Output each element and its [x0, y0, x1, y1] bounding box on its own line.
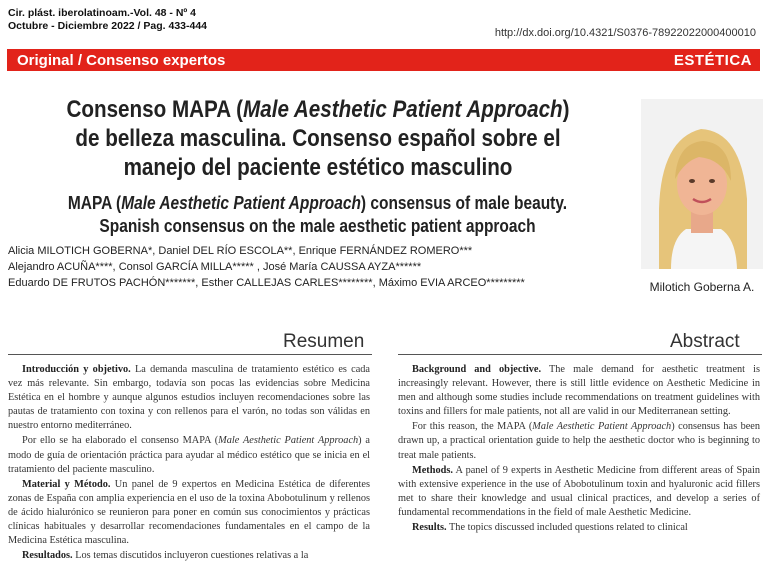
title-en-pre: MAPA (	[67, 193, 122, 213]
journal-volume-line: Cir. plást. iberolatinoam.-Vol. 48 - Nº 4	[8, 7, 197, 19]
author-name: Alejandro ACUÑA****,	[8, 261, 116, 273]
author-photo	[641, 99, 763, 269]
journal-pages-line: Octubre - Diciembre 2022 / Pag. 433-444	[8, 20, 208, 32]
abstract-background-text: The male demand for aesthetic treatment is increasingly relevant. However, there is still little evidence on Aesthetic Medicine in men and although some studies include recommendations on treatment guidelines with toxins and fillers for male patients, not all are valid in our Mediterranean setting.	[398, 364, 760, 418]
resumen-paragraph	[8, 363, 370, 433]
author-list	[8, 243, 628, 291]
resumen-intro-text: La demanda masculina de tratamiento estético es cada vez más relevante. Sin embargo, todavía son pocas las evidencias sobre Medicina Estética en el hombre y aunque algunos estudios incluyen recomendaciones sobre las pautas de tratamiento con toxina y con rellenos para el varón, no todas son válidas en nuestro entorno mediterráneo.	[8, 364, 371, 432]
title-es-pre: Consenso MAPA (	[66, 96, 244, 123]
resumen-p2-italic: Male Aesthetic Patient Approach	[218, 435, 359, 447]
abstract-rule	[398, 354, 762, 355]
resumen-paragraph	[8, 478, 370, 548]
resumen-results-text: Los temas discutidos incluyeron cuestiones relativas a la	[72, 550, 309, 562]
category-label: ESTÉTICA	[673, 52, 752, 69]
author-name: , José María CAUSSA AYZA******	[256, 261, 422, 273]
author-line-3	[8, 275, 628, 291]
abstract-heading: Abstract	[670, 331, 740, 352]
abstract-p2-post: ) consensus has been drawn up, a practical orientation guide to help the aesthetic doctor who is beginning to treat male patients.	[398, 421, 761, 461]
abstract-paragraph	[398, 420, 760, 462]
doi-link[interactable]: http://dx.doi.org/10.4321/S0376-78922022000400010	[494, 27, 756, 39]
journal-citation	[8, 7, 207, 33]
abstract-methods-label: Methods.	[412, 464, 453, 476]
abstract-paragraph	[398, 521, 760, 535]
abstract-results-text: The topics discussed included questions related to clinical	[446, 522, 688, 534]
resumen-methods-label: Material y Método.	[22, 478, 111, 490]
author-line-1	[8, 243, 628, 259]
resumen-body	[8, 363, 370, 564]
author-name: Enrique FERNÁNDEZ ROMERO***	[298, 245, 473, 257]
abstract-paragraph	[398, 464, 760, 520]
abstract-results-label: Results.	[412, 522, 447, 534]
photo-caption: Milotich Goberna A.	[649, 280, 755, 294]
resumen-p2-post: ) a modo de guía de orientación práctica para ayudar al médico estético que se inicia en el tratamiento del paciente masculino.	[8, 435, 371, 475]
title-en-italic: Male Aesthetic Patient Approach	[121, 193, 361, 213]
title-es-italic: Male Aesthetic Patient Approach	[243, 96, 563, 123]
abstract-p2-italic: Male Aesthetic Patient Approach	[532, 421, 672, 433]
author-name: Alicia MILOTICH GOBERNA*,	[8, 245, 156, 257]
resumen-paragraph	[8, 549, 370, 563]
author-name: Esther CALLEJAS CARLES********,	[201, 277, 376, 289]
abstract-p2-pre: For this reason, the MAPA (	[412, 421, 533, 433]
author-name: Máximo EVIA ARCEO*********	[378, 277, 525, 289]
author-name: Eduardo DE FRUTOS PACHÓN*******,	[8, 277, 199, 289]
abstract-paragraph	[398, 363, 760, 419]
article-title-spanish	[60, 95, 576, 182]
resumen-results-label: Resultados.	[22, 550, 73, 562]
author-name: Consol GARCÍA MILLA*****	[118, 261, 254, 273]
abstract-body	[398, 363, 760, 536]
abstract-methods-text: A panel of 9 experts in Aesthetic Medicine from different areas of Spain with extensive experience in the use of Abobotulinum toxin and hyaluronic acid fillers met to share their knowledge and usual clinical practices, and develop a series of fundamental recommendations in the field of male Aesthetic Medicine.	[398, 464, 760, 518]
resumen-heading: Resumen	[283, 331, 365, 352]
resumen-rule	[8, 354, 372, 355]
author-name: Daniel DEL RÍO ESCOLA**,	[158, 245, 296, 257]
author-line-2	[8, 259, 628, 275]
resumen-paragraph	[8, 434, 370, 476]
section-label: Original / Consenso expertos	[17, 52, 226, 69]
title-es-post: ) de belleza masculina. Consenso español sobre el manejo del paciente estético masculino	[75, 96, 570, 181]
article-title-english	[62, 192, 574, 238]
resumen-methods-text: Un panel de 9 expertos en Medicina Estética de diferentes zonas de España con amplia experiencia en el uso de la toxina Abobotulinum y rellenos de ácido hialurónico se reunieron para poner en común sus conocimientos y prácticas clínicas habituales y desarrollar recomendaciones fundamentales en el campo de la Medicina Estética masculina.	[8, 478, 370, 547]
title-en-post: ) consensus of male beauty. Spanish consensus on the male aesthetic patient approach	[99, 193, 568, 236]
resumen-p2-pre: Por ello se ha elaborado el consenso MAPA (	[22, 435, 219, 447]
abstract-background-label: Background and objective.	[412, 364, 542, 375]
resumen-intro-label: Introducción y objetivo.	[22, 364, 131, 375]
